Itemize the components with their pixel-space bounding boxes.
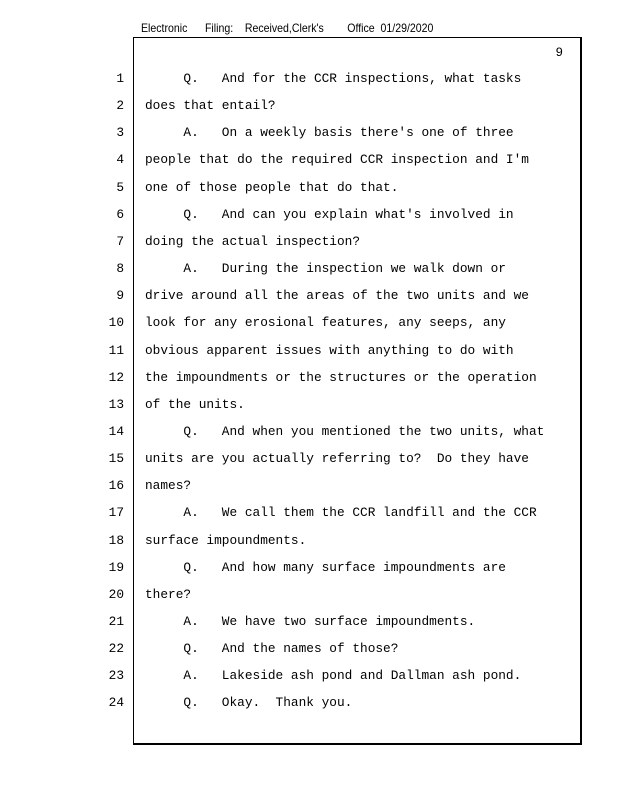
header-received: Received,Clerk's xyxy=(244,21,324,35)
transcript-line xyxy=(0,125,618,145)
line-text: names? xyxy=(145,478,192,494)
line-text: A. During the inspection we walk down or xyxy=(145,261,506,277)
line-number: 1 xyxy=(116,71,124,86)
transcript-line xyxy=(0,261,618,281)
line-text: doing the actual inspection? xyxy=(145,233,361,249)
line-text: people that do the required CCR inspection and I'm xyxy=(145,152,529,168)
transcript-line xyxy=(0,614,618,634)
transcript-line xyxy=(0,370,618,390)
line-number: 13 xyxy=(108,396,124,412)
line-text: A. We call them the CCR landfill and the CCR xyxy=(145,505,537,521)
line-number: 3 xyxy=(116,125,124,141)
line-text: drive around all the areas of the two units and we xyxy=(145,288,529,304)
line-text: the impoundments or the structures or the operation xyxy=(145,369,537,385)
line-text: A. We have two surface impoundments. xyxy=(145,614,476,629)
line-number: 18 xyxy=(108,532,124,548)
line-number: 12 xyxy=(108,369,124,385)
line-text: Q. And the names of those? xyxy=(145,641,399,657)
transcript-line xyxy=(0,315,618,335)
transcript-line xyxy=(0,451,618,471)
transcript-line xyxy=(0,288,618,308)
transcript-line xyxy=(0,478,618,498)
transcript-line xyxy=(0,641,618,661)
transcript-line xyxy=(0,424,618,444)
transcript-line xyxy=(0,505,618,525)
line-number: 15 xyxy=(108,451,124,467)
line-number: 7 xyxy=(116,233,124,249)
line-text: Q. And how many surface impoundments are xyxy=(145,559,506,575)
transcript-line xyxy=(0,533,618,553)
header-date: 01/29/2020 xyxy=(380,21,434,35)
line-number: 20 xyxy=(108,586,124,602)
header-office: Office xyxy=(347,21,375,35)
line-number: 16 xyxy=(108,478,124,494)
line-number: 6 xyxy=(116,206,124,222)
transcript-line xyxy=(0,207,618,227)
page-number: 9 xyxy=(555,46,563,60)
line-text: Q. Okay. Thank you. xyxy=(145,695,353,711)
transcript-line xyxy=(0,587,618,607)
line-text: one of those people that do that. xyxy=(145,179,399,195)
transcript-line xyxy=(0,98,618,118)
line-number: 2 xyxy=(116,98,124,114)
transcript-line xyxy=(0,234,618,254)
line-text: Q. And for the CCR inspections, what tasks xyxy=(145,71,522,86)
line-number: 9 xyxy=(116,288,124,304)
transcript-line xyxy=(0,180,618,200)
transcript-line xyxy=(0,560,618,580)
line-number: 17 xyxy=(108,505,124,521)
transcript-line xyxy=(0,695,618,715)
line-number: 19 xyxy=(108,559,124,575)
line-number: 21 xyxy=(108,614,124,629)
transcript-line xyxy=(0,397,618,417)
line-number: 10 xyxy=(108,315,124,331)
transcript-line xyxy=(0,71,618,91)
line-text: does that entail? xyxy=(145,98,276,114)
line-number: 22 xyxy=(108,641,124,657)
line-text: Q. And can you explain what's involved in xyxy=(145,206,514,222)
line-number: 24 xyxy=(108,695,124,711)
line-text: look for any erosional features, any seeps, any xyxy=(145,315,506,331)
header-filing: Filing: xyxy=(204,21,234,35)
line-number: 14 xyxy=(108,423,124,439)
line-number: 8 xyxy=(116,261,124,277)
transcript-line xyxy=(0,668,618,688)
transcript-line xyxy=(0,343,618,363)
line-text: units are you actually referring to? Do they have xyxy=(145,451,529,467)
line-number: 5 xyxy=(116,179,124,195)
line-text: Q. And when you mentioned the two units, what xyxy=(145,423,545,439)
line-number: 11 xyxy=(108,342,124,358)
line-text: A. On a weekly basis there's one of three xyxy=(145,125,514,141)
transcript-line xyxy=(0,152,618,172)
line-number: 23 xyxy=(108,668,124,684)
line-text: of the units. xyxy=(145,396,245,412)
line-text: A. Lakeside ash pond and Dallman ash pond. xyxy=(145,668,522,684)
line-text: there? xyxy=(145,586,192,602)
header-electronic: Electronic xyxy=(141,21,188,35)
line-number: 4 xyxy=(116,152,124,168)
filing-stamp-header xyxy=(141,21,433,37)
line-text: surface impoundments. xyxy=(145,532,307,548)
line-text: obvious apparent issues with anything to do with xyxy=(145,342,514,358)
